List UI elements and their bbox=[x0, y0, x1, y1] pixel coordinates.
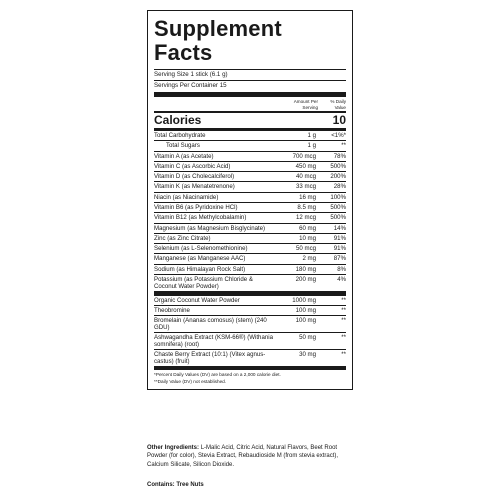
nutrient-dv: 8% bbox=[337, 265, 346, 273]
nutrient-dv: 200% bbox=[330, 173, 346, 181]
nutrient-name: Selenium (as L-Selenomethionine) bbox=[154, 244, 248, 252]
nutrient-name: Vitamin A (as Acetate) bbox=[154, 152, 214, 160]
footnote-dv: *Percent Daily Values (DV) are based on a 2,000 calorie diet. bbox=[154, 372, 281, 378]
nutrient-amount: 10 mg bbox=[299, 234, 316, 242]
nutrient-amount: 180 mg bbox=[295, 265, 316, 273]
blend-group bbox=[154, 296, 346, 368]
nutrient-name: Magnesium (as Magnesium Bisglycinate) bbox=[154, 224, 266, 232]
nutrient-dv: 91% bbox=[333, 234, 346, 242]
allergen-statement: Contains: Tree Nuts bbox=[147, 482, 204, 488]
nutrient-dv: ** bbox=[341, 307, 346, 315]
supplement-facts-panel bbox=[147, 10, 353, 390]
nutrient-name: Vitamin B6 (as Pyridoxine HCl) bbox=[154, 204, 238, 212]
nutrient-dv: ** bbox=[341, 334, 346, 342]
nutrient-dv: 28% bbox=[333, 183, 346, 191]
calories-row bbox=[154, 113, 346, 131]
nutrient-dv: 91% bbox=[333, 244, 346, 252]
nutrient-amount: 33 mcg bbox=[296, 183, 316, 191]
footnote-not-established: **Daily Value (DV) not established. bbox=[154, 378, 227, 384]
nutrient-name: Zinc (as Zinc Citrate) bbox=[154, 234, 211, 242]
nutrient-amount: 50 mcg bbox=[296, 244, 316, 252]
nutrient-row bbox=[154, 254, 346, 264]
nutrient-row bbox=[154, 234, 346, 244]
nutrient-dv: 14% bbox=[333, 224, 346, 232]
nutrient-row bbox=[154, 296, 346, 306]
nutrient-name: Manganese (as Manganese AAC) bbox=[154, 255, 246, 263]
nutrient-row bbox=[154, 275, 346, 292]
nutrient-row bbox=[154, 306, 346, 316]
nutrient-name: Vitamin B12 (as Methylcobalamin) bbox=[154, 214, 247, 222]
nutrient-amount: 100 mg bbox=[295, 307, 316, 315]
nutrient-dv: 500% bbox=[330, 162, 346, 170]
nutrient-amount: 16 mg bbox=[299, 193, 316, 201]
nutrient-name: Chaste Berry Extract (10:1) (Vitex agnus-castus) (fruit) bbox=[154, 351, 266, 366]
nutrient-amount: 1 g bbox=[307, 142, 316, 150]
nutrient-amount: 100 mg bbox=[295, 317, 316, 325]
nutrient-amount: 30 mg bbox=[299, 351, 316, 359]
col-amount-header: Amount Per Serving bbox=[293, 99, 318, 110]
nutrient-amount: 200 mg bbox=[295, 275, 316, 283]
col-dv-header: % Daily Value bbox=[330, 99, 346, 110]
nutrient-name: Vitamin D (as Cholecalciferol) bbox=[154, 173, 235, 181]
nutrient-amount: 40 mcg bbox=[296, 173, 316, 181]
nutrient-dv: <1%* bbox=[331, 132, 346, 139]
nutrient-name: Sodium (as Himalayan Rock Salt) bbox=[154, 265, 246, 273]
nutrient-dv: ** bbox=[341, 317, 346, 325]
nutrient-dv: 500% bbox=[330, 204, 346, 212]
nutrient-dv: 100% bbox=[330, 193, 346, 201]
nutrient-name: Ashwagandha Extract (KSM-66®) (Withania somnifera) (root) bbox=[154, 334, 273, 349]
nutrient-dv: ** bbox=[341, 296, 346, 304]
vitamin-mineral-group bbox=[154, 152, 346, 292]
carbohydrate-group bbox=[154, 131, 346, 152]
nutrient-row bbox=[154, 162, 346, 172]
ingredients-text: L-Malic Acid, Citric Acid, Natural Flavors, Beet Root Powder (for color), Stevia Extract, Rebaudioside M (from stevia extract), Calcium Silicate, Silicon Dioxide. bbox=[147, 445, 339, 468]
nutrient-amount: 1 g bbox=[307, 132, 316, 139]
nutrient-row bbox=[154, 182, 346, 192]
nutrient-name: Total Sugars bbox=[166, 142, 200, 150]
ingredients-label: Other Ingredients: bbox=[147, 445, 200, 451]
nutrient-amount: 1000 mg bbox=[292, 296, 316, 304]
nutrient-row bbox=[154, 152, 346, 162]
nutrient-name: Vitamin K (as Menatetrenone) bbox=[154, 183, 235, 191]
nutrient-row bbox=[154, 193, 346, 203]
serving-size: Serving Size 1 stick (6.1 g) bbox=[154, 70, 346, 81]
nutrient-row bbox=[154, 203, 346, 213]
nutrient-amount: 700 mcg bbox=[292, 152, 316, 160]
nutrient-name: Vitamin C (as Ascorbic Acid) bbox=[154, 162, 231, 170]
nutrient-row bbox=[154, 244, 346, 254]
nutrient-row bbox=[154, 350, 346, 367]
nutrient-dv: ** bbox=[341, 351, 346, 359]
nutrient-dv: 500% bbox=[330, 214, 346, 222]
nutrient-row bbox=[154, 316, 346, 333]
nutrient-dv: 87% bbox=[333, 255, 346, 263]
nutrient-row bbox=[154, 141, 346, 151]
nutrient-amount: 450 mg bbox=[295, 162, 316, 170]
nutrient-name: Total Carbohydrate bbox=[154, 132, 206, 139]
nutrient-dv: ** bbox=[341, 142, 346, 150]
nutrient-row bbox=[154, 213, 346, 223]
calories-value: 10 bbox=[332, 113, 346, 127]
nutrient-row bbox=[154, 172, 346, 182]
other-ingredients bbox=[147, 444, 353, 469]
nutrient-amount: 50 mg bbox=[299, 334, 316, 342]
nutrient-row bbox=[154, 131, 346, 141]
nutrient-dv: 4% bbox=[337, 275, 346, 283]
nutrient-row bbox=[154, 333, 346, 350]
column-headers bbox=[154, 97, 346, 113]
calories-label: Calories bbox=[154, 113, 202, 127]
nutrient-name: Theobromine bbox=[154, 307, 190, 315]
nutrient-amount: 12 mcg bbox=[296, 214, 316, 222]
nutrient-name: Bromelain (Ananas comosus) (stem) (240 GDU) bbox=[154, 317, 267, 332]
nutrient-amount: 2 mg bbox=[302, 255, 316, 263]
nutrient-row bbox=[154, 265, 346, 275]
nutrient-row bbox=[154, 224, 346, 234]
nutrient-name: Potassium (as Potassium Chloride & Coconut Water Powder) bbox=[154, 275, 253, 290]
servings-per-container: Servings Per Container 15 bbox=[154, 82, 227, 89]
nutrient-amount: 60 mg bbox=[299, 224, 316, 232]
nutrient-dv: 78% bbox=[333, 152, 346, 160]
nutrient-name: Niacin (as Niacinamide) bbox=[154, 193, 219, 201]
nutrient-name: Organic Coconut Water Powder bbox=[154, 296, 240, 304]
panel-title: Supplement Facts bbox=[154, 17, 346, 70]
nutrient-amount: 8.5 mg bbox=[297, 204, 316, 212]
